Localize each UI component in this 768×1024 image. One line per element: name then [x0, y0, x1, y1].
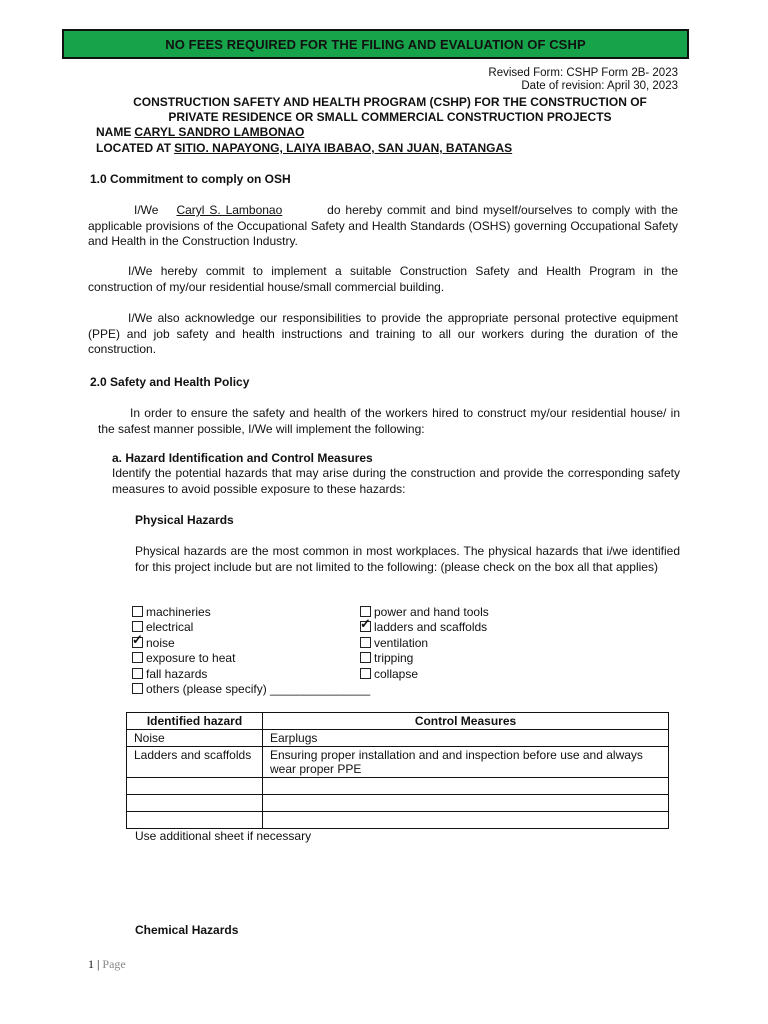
page-label: Page	[102, 957, 126, 971]
control-cell[interactable]: Ensuring proper installation and and inspection before use and always wear proper PPE	[263, 747, 669, 778]
header-identified-hazard: Identified hazard	[127, 713, 263, 730]
checkbox-label: fall hazards	[146, 667, 208, 681]
hazard-identification-text: Identify the potential hazards that may arise during the construction and provide the corresponding safety measures to avoid possible exposure to these hazards:	[112, 466, 680, 496]
page-footer	[88, 957, 126, 972]
commit-rest: do hereby commit and bind myself/ourselves to comply with the applicable provisions of the Occupational Safety and Health Standards (OSHS) governing Occupational Safety and Health in the Construction Industry.	[88, 203, 678, 248]
physical-hazards-heading: Physical Hazards	[135, 513, 234, 527]
policy-paragraph: In order to ensure the safety and health of the workers hired to construct my/our residential house/ in the safest manner possible, I/We will implement the following:	[98, 406, 680, 436]
commitment-paragraph	[88, 203, 678, 250]
checkbox-machineries[interactable]	[132, 605, 211, 619]
page-number: 1 |	[88, 957, 100, 971]
commit-prefix: I/We	[134, 203, 159, 217]
checkbox-others[interactable]	[132, 682, 370, 696]
checkbox-icon	[360, 668, 371, 679]
chemical-hazards-heading: Chemical Hazards	[135, 923, 239, 937]
checkbox-ventilation[interactable]	[360, 636, 428, 650]
hazard-cell[interactable]	[127, 778, 263, 795]
name-label: NAME	[96, 125, 132, 139]
control-cell[interactable]	[263, 795, 669, 812]
commit-name: Caryl S. Lambonao	[176, 203, 283, 217]
control-cell[interactable]	[263, 812, 669, 829]
table-row	[127, 812, 669, 829]
section-1-heading: 1.0 Commitment to comply on OSH	[90, 172, 291, 186]
checkbox-icon	[132, 621, 143, 632]
checked-checkbox-icon	[132, 637, 143, 648]
date-of-revision: Date of revision: April 30, 2023	[521, 80, 678, 92]
no-fees-banner: NO FEES REQUIRED FOR THE FILING AND EVALUATION OF CSHP	[62, 29, 689, 59]
checkbox-label: electrical	[146, 620, 194, 634]
checkbox-exposure-to-heat[interactable]	[132, 651, 235, 665]
hazard-control-table	[126, 712, 669, 829]
table-header-row	[127, 713, 669, 730]
checkbox-label: others (please specify) _______________	[146, 682, 371, 696]
checkbox-label: noise	[146, 636, 175, 650]
control-cell[interactable]	[263, 778, 669, 795]
checkbox-label: ladders and scaffolds	[374, 620, 488, 634]
checkbox-icon	[132, 606, 143, 617]
checkbox-fall-hazards[interactable]	[132, 667, 207, 681]
checkbox-label: power and hand tools	[374, 605, 489, 619]
checkbox-label: collapse	[374, 667, 419, 681]
checkbox-icon	[132, 652, 143, 663]
document-title-line1: CONSTRUCTION SAFETY AND HEALTH PROGRAM (CSHP) FOR THE CONSTRUCTION OF	[133, 95, 647, 109]
document-title-line2: PRIVATE RESIDENCE OR SMALL COMMERCIAL CONSTRUCTION PROJECTS	[168, 110, 612, 124]
table-row	[127, 795, 669, 812]
physical-hazards-text: Physical hazards are the most common in most workplaces. The physical hazards that i/we identified for this project include but are not limited to the following: (please check on the box all that applies)	[135, 544, 680, 574]
ppe-paragraph: I/We also acknowledge our responsibilities to provide the appropriate personal protective equipment (PPE) and job safety and health instructions and training to all our workers during the duration of the construction.	[88, 311, 678, 356]
checkbox-icon	[360, 652, 371, 663]
checkbox-noise[interactable]	[132, 636, 175, 650]
name-value: CARYL SANDRO LAMBONAO	[134, 125, 305, 139]
checked-checkbox-icon	[360, 621, 371, 632]
located-value: SITIO. NAPAYONG, LAIYA IBABAO, SAN JUAN, BATANGAS	[174, 141, 513, 155]
checkbox-power-hand-tools[interactable]	[360, 605, 489, 619]
checkbox-label: exposure to heat	[146, 651, 236, 665]
checkbox-tripping[interactable]	[360, 651, 413, 665]
hazard-cell[interactable]: Ladders and scaffolds	[127, 747, 263, 778]
control-cell[interactable]: Earplugs	[263, 730, 669, 747]
checkbox-label: ventilation	[374, 636, 429, 650]
revised-form-label: Revised Form: CSHP Form 2B- 2023	[488, 67, 678, 79]
checkbox-icon	[132, 683, 143, 694]
table-note: Use additional sheet if necessary	[135, 829, 312, 843]
checkbox-icon	[132, 668, 143, 679]
checkbox-ladders-scaffolds[interactable]	[360, 620, 487, 634]
implement-paragraph: I/We hereby commit to implement a suitable Construction Safety and Health Program in the construction of my/our residential house/small commercial building.	[88, 264, 678, 294]
hazard-identification-heading: a. Hazard Identification and Control Measures	[112, 451, 373, 465]
hazard-cell[interactable]	[127, 795, 263, 812]
name-line	[96, 125, 304, 139]
table-row	[127, 747, 669, 778]
table-row	[127, 778, 669, 795]
located-label: LOCATED AT	[96, 141, 172, 155]
checkbox-collapse[interactable]	[360, 667, 418, 681]
section-2-heading: 2.0 Safety and Health Policy	[90, 375, 250, 389]
location-line	[96, 141, 512, 155]
table-row	[127, 730, 669, 747]
checkbox-label: machineries	[146, 605, 211, 619]
hazard-cell[interactable]: Noise	[127, 730, 263, 747]
header-control-measures: Control Measures	[263, 713, 669, 730]
hazard-cell[interactable]	[127, 812, 263, 829]
checkbox-icon	[360, 637, 371, 648]
checkbox-label: tripping	[374, 651, 414, 665]
